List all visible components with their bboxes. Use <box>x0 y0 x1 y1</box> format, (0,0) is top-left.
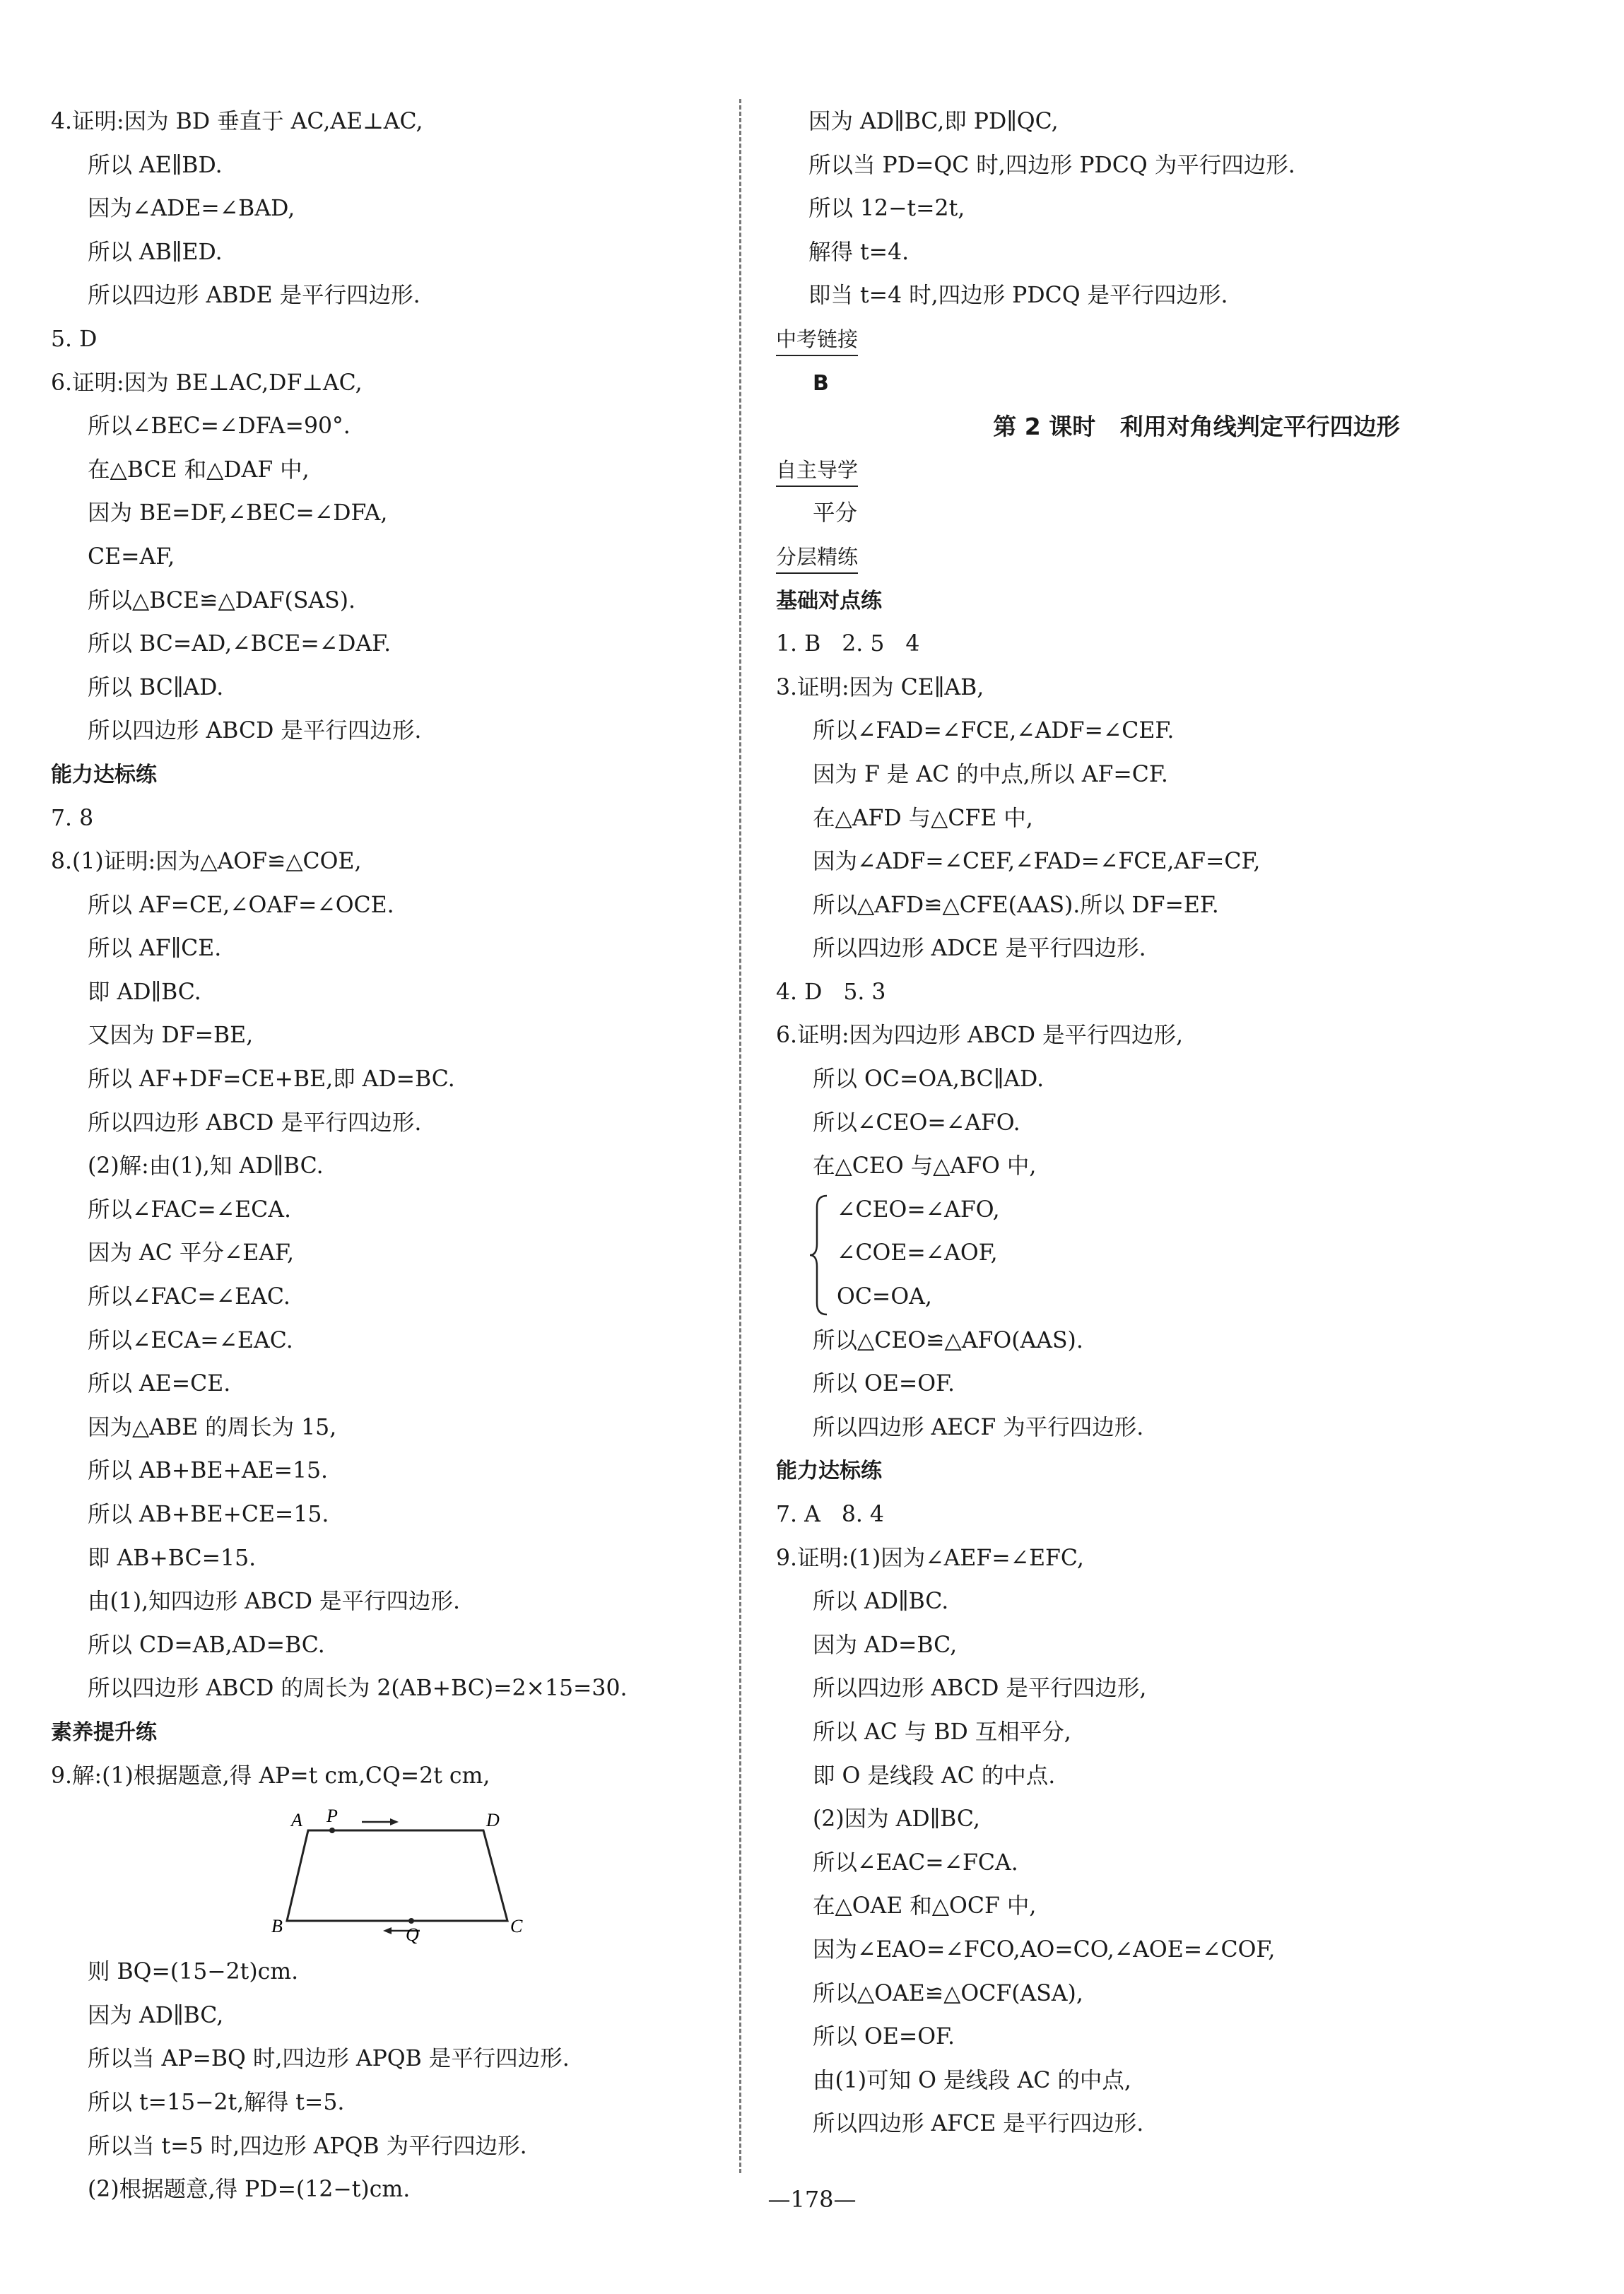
text-line: 所以 OC=OA,BC∥AD. <box>813 1066 1045 1093</box>
section-heading: 基础对点练 <box>776 588 882 613</box>
text-line: 因为 BE=DF,∠BEC=∠DFA, <box>88 500 388 527</box>
text-line: 在△AFD 与△CFE 中, <box>813 805 1033 831</box>
label-Q: Q <box>406 1924 419 1946</box>
text-line: 则 BQ=(15−2t)cm. <box>88 1959 299 1985</box>
text-line: 4.证明:因为 BD 垂直于 AC,AE⊥AC, <box>51 109 423 134</box>
text-line: 所以△AFD≌△CFE(AAS).所以 DF=EF. <box>813 892 1219 918</box>
text-line: 所以 AF=CE,∠OAF=∠OCE. <box>88 892 394 918</box>
text-line: 所以 AE=CE. <box>88 1371 231 1397</box>
text-line: 解得 t=4. <box>808 239 910 265</box>
text-line: 所以 BC∥AD. <box>88 674 224 700</box>
text-line: 所以四边形 ABCD 的周长为 2(AB+BC)=2×15=30. <box>88 1676 628 1702</box>
left-text-block-continued <box>51 1951 729 2212</box>
text-line: 所以 AC 与 BD 互相平分, <box>813 1719 1071 1745</box>
condition-brace-group <box>776 1189 1582 1319</box>
right-text-block <box>776 100 1582 1189</box>
text-line: 8.(1)证明:因为△AOF≌△COE, <box>51 849 362 875</box>
text-line: 因为 AD=BC, <box>813 1632 958 1658</box>
text-line: 即 AD∥BC. <box>88 979 201 1005</box>
text-line: 所以 BC=AD,∠BCE=∠DAF. <box>88 631 392 657</box>
right-column <box>776 100 1582 2146</box>
text-line: (2)根据题意,得 PD=(12−t)cm. <box>88 2177 411 2203</box>
section-heading: 能力达标练 <box>776 1459 882 1484</box>
text-line: CE=AF, <box>88 543 175 570</box>
text-line: 在△BCE 和△DAF 中, <box>88 457 310 483</box>
text-line: 所以四边形 ABCD 是平行四边形. <box>88 718 422 744</box>
brace-condition-line: ∠CEO=∠AFO, <box>837 1196 1000 1223</box>
text-line: 所以 AF∥CE. <box>88 936 222 962</box>
underlined-label: 自主导学 <box>776 456 858 487</box>
text-line: 所以 AD∥BC. <box>813 1589 949 1615</box>
label-P: P <box>326 1806 338 1827</box>
text-line: 所以∠ECA=∠EAC. <box>88 1327 293 1353</box>
text-line: 所以 12−t=2t, <box>808 196 965 222</box>
text-line: 5. D <box>51 326 98 352</box>
text-line: 所以 AE∥BD. <box>88 152 223 178</box>
section-heading: 素养提升练 <box>51 1719 157 1745</box>
right-text-block-continued <box>776 1319 1582 2146</box>
text-line: 所以当 t=5 时,四边形 APQB 为平行四边形. <box>88 2133 527 2159</box>
left-brace <box>808 1193 830 1317</box>
text-line: 所以 OE=OF. <box>813 1371 955 1397</box>
trapezoid-figure <box>51 1798 729 1951</box>
text-line: 所以当 PD=QC 时,四边形 PDCQ 为平行四边形. <box>808 152 1295 178</box>
text-line: (2)解:由(1),知 AD∥BC. <box>88 1153 324 1180</box>
text-line: 因为∠ADE=∠BAD, <box>88 196 295 222</box>
column-divider <box>739 99 741 2173</box>
text-line: 由(1),知四边形 ABCD 是平行四边形. <box>88 1589 461 1615</box>
lesson-title: 第 2 课时 利用对角线判定平行四边形 <box>993 413 1400 441</box>
text-line: 由(1)可知 O 是线段 AC 的中点, <box>813 2067 1131 2093</box>
text-line: 7. A 8. 4 <box>776 1502 884 1527</box>
brace-conditions <box>837 1189 1582 1319</box>
label-B: B <box>271 1916 283 1937</box>
text-line: 因为 AD∥BC, <box>88 2002 224 2028</box>
text-line: 在△OAE 和△OCF 中, <box>813 1893 1037 1919</box>
text-line: 所以∠FAC=∠EAC. <box>88 1284 290 1310</box>
text-line: 所以四边形 ABCD 是平行四边形, <box>813 1676 1147 1702</box>
page-number: —178— <box>767 2186 857 2213</box>
brace-condition-line: ∠COE=∠AOF, <box>837 1240 998 1266</box>
text-line: 9.解:(1)根据题意,得 AP=t cm,CQ=2t cm, <box>51 1763 490 1789</box>
left-column <box>51 100 729 2212</box>
text-line: 所以当 AP=BQ 时,四边形 APQB 是平行四边形. <box>88 2046 570 2072</box>
text-line: 又因为 DF=BE, <box>88 1023 254 1049</box>
text-line: B <box>813 370 829 396</box>
text-line: 所以四边形 ABCD 是平行四边形. <box>88 1110 422 1136</box>
section-label <box>776 449 1582 493</box>
text-line: (2)因为 AD∥BC, <box>813 1806 980 1833</box>
text-line: 因为 AD∥BC,即 PD∥QC, <box>808 109 1059 134</box>
text-line: 4. D 5. 3 <box>776 979 886 1005</box>
text-line: 1. B 2. 5 4 <box>776 631 920 657</box>
text-line: 因为△ABE 的周长为 15, <box>88 1414 337 1440</box>
text-line: 所以∠EAC=∠FCA. <box>813 1849 1018 1876</box>
text-line: 所以 CD=AB,AD=BC. <box>88 1632 325 1658</box>
underlined-label: 分层精练 <box>776 543 858 574</box>
text-line: 所以 OE=OF. <box>813 2024 955 2050</box>
brace-condition-line: OC=OA, <box>837 1284 932 1310</box>
text-line: 因为∠ADF=∠CEF,∠FAD=∠FCE,AF=CF, <box>813 849 1261 875</box>
text-line: 即 AB+BC=15. <box>88 1545 257 1571</box>
text-line: 所以四边形 AECF 为平行四边形. <box>813 1414 1144 1440</box>
text-line: 6.证明:因为四边形 ABCD 是平行四边形, <box>776 1023 1184 1049</box>
label-C: C <box>510 1916 523 1937</box>
text-line: 6.证明:因为 BE⊥AC,DF⊥AC, <box>51 370 363 396</box>
text-line: 所以 AB+BE+CE=15. <box>88 1502 329 1527</box>
text-line: 在△CEO 与△AFO 中, <box>813 1153 1037 1180</box>
section-label <box>776 536 1582 580</box>
text-line: 所以 AB+BE+AE=15. <box>88 1458 329 1484</box>
text-line: 即当 t=4 时,四边形 PDCQ 是平行四边形. <box>808 283 1228 309</box>
text-line: 所以∠FAD=∠FCE,∠ADF=∠CEF. <box>813 718 1175 744</box>
text-line: 所以 AF+DF=CE+BE,即 AD=BC. <box>88 1066 455 1093</box>
label-A: A <box>291 1810 302 1831</box>
text-line: 所以△BCE≌△DAF(SAS). <box>88 587 356 613</box>
text-line: 所以 t=15−2t,解得 t=5. <box>88 2089 345 2115</box>
text-line: 所以∠BEC=∠DFA=90°. <box>88 413 351 440</box>
text-line: 所以△OAE≌△OCF(ASA), <box>813 1980 1083 2006</box>
text-line: 7. 8 <box>51 805 94 831</box>
text-line: 所以四边形 ABDE 是平行四边形. <box>88 283 420 309</box>
section-heading: 能力达标练 <box>51 762 157 787</box>
text-line: 所以四边形 ADCE 是平行四边形. <box>813 936 1146 962</box>
text-line: 因为 F 是 AC 的中点,所以 AF=CF. <box>813 761 1168 787</box>
text-line: 3.证明:因为 CE∥AB, <box>776 674 984 700</box>
text-line: 所以△CEO≌△AFO(AAS). <box>813 1327 1083 1353</box>
text-line: 因为∠EAO=∠FCO,AO=CO,∠AOE=∠COF, <box>813 1936 1276 1963</box>
underlined-label: 中考链接 <box>776 325 858 356</box>
trapezoid-diagram <box>270 1805 539 1946</box>
text-line: 9.证明:(1)因为∠AEF=∠EFC, <box>776 1545 1084 1571</box>
text-line: 因为 AC 平分∠EAF, <box>88 1240 294 1266</box>
text-line: 即 O 是线段 AC 的中点. <box>813 1763 1056 1789</box>
text-line: 所以 AB∥ED. <box>88 239 223 265</box>
text-line: 平分 <box>813 500 858 527</box>
left-text-block <box>51 100 729 1798</box>
text-line: 所以∠FAC=∠ECA. <box>88 1196 292 1223</box>
text-line: 所以∠CEO=∠AFO. <box>813 1110 1020 1136</box>
section-label <box>776 318 1582 362</box>
label-D: D <box>486 1810 500 1831</box>
text-line: 所以四边形 AFCE 是平行四边形. <box>813 2111 1144 2137</box>
